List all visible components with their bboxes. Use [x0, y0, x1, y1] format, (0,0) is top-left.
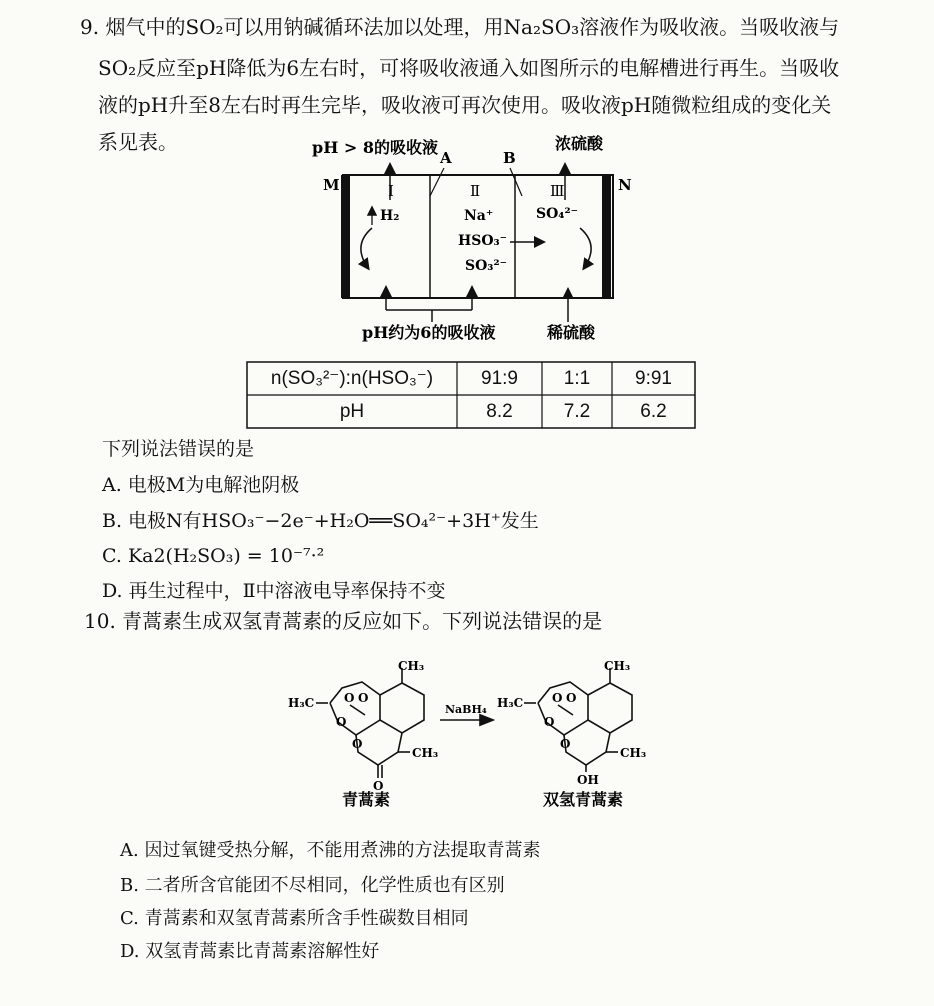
table-row-label-ph: pH: [339, 400, 365, 422]
label-top-right: 浓硫酸: [555, 134, 604, 153]
left-o1: O: [344, 691, 355, 705]
q9-stem-line1: 9. 烟气中的SO₂可以用钠碱循环法加以处理，用Na₂SO₃溶液作为吸收液。当吸收液与: [80, 15, 840, 39]
label-bottom-right: 稀硫酸: [547, 323, 596, 342]
right-ch3-top: CH₃: [604, 659, 631, 673]
right-o3: O: [544, 715, 555, 729]
left-ch3-bottom: CH₃: [412, 746, 439, 760]
right-o4: O: [560, 737, 571, 751]
label-bottom-left: pH约为6的吸收液: [362, 323, 496, 342]
right-h3c: H₃C: [497, 696, 524, 710]
q9-stem-line4: 系见表。: [98, 130, 178, 154]
q9-prompt: 下列说法错误的是: [102, 438, 255, 460]
q9-option-c: C. Ka2(H₂SO₃) = 10⁻⁷·²: [102, 545, 325, 567]
left-name: 青蒿素: [342, 790, 391, 809]
q10-option-b: B. 二者所含官能团不尽相同，化学性质也有区别: [120, 875, 505, 896]
left-o4: O: [352, 737, 363, 751]
left-ch3-top: CH₃: [398, 659, 425, 673]
table-ph-2: 7.2: [563, 400, 591, 422]
na-ion-label: Na⁺: [464, 208, 494, 224]
q10-option-c: C. 青蒿素和双氢青蒿素所含手性碳数目相同: [120, 908, 469, 929]
room-1-label: Ⅰ: [388, 182, 394, 200]
dihydroartemisinin-structure: [524, 668, 632, 772]
left-h3c: H₃C: [288, 696, 315, 710]
table-ratio-2: 1:1: [563, 367, 591, 389]
table-header-ratio: n(SO₃²⁻):n(HSO₃⁻): [270, 368, 434, 389]
q9-option-d: D. 再生过程中，Ⅱ中溶液电导率保持不变: [102, 580, 446, 602]
h2-label: H₂: [380, 208, 400, 224]
q9-stem-line2: SO₂反应至pH降低为6左右时，可将吸收液通入如图所示的电解槽进行再生。当吸收: [98, 56, 840, 80]
label-a: A: [440, 149, 452, 167]
q10-option-d: D. 双氢青蒿素比青蒿素溶解性好: [120, 941, 380, 962]
table-ratio-1: 91:9: [481, 367, 518, 389]
room-2-label: Ⅱ: [470, 182, 481, 200]
q9-stem-line3: 液的pH升至8左右时再生完毕，吸收液可再次使用。吸收液pH随微粒组成的变化关: [98, 93, 832, 117]
left-o3: O: [336, 715, 347, 729]
label-n: N: [618, 176, 632, 194]
left-o2: O: [358, 691, 369, 705]
right-o2: O: [566, 691, 577, 705]
q9-option-b: B. 电极N有HSO₃⁻−2e⁻+H₂O══SO₄²⁻+3H⁺发生: [102, 510, 539, 532]
table-ph-3: 6.2: [640, 400, 667, 422]
label-top-left: pH > 8的吸收液: [312, 138, 438, 157]
table-ratio-3: 9:91: [635, 367, 672, 389]
right-o1: O: [552, 691, 563, 705]
right-oh: OH: [577, 773, 599, 787]
q10-option-a: A. 因过氧键受热分解，不能用煮沸的方法提取青蒿素: [120, 840, 541, 861]
q9-option-a: A. 电极M为电解池阴极: [102, 474, 300, 496]
q10-stem: 10. 青蒿素生成双氢青蒿素的反应如下。下列说法错误的是: [84, 609, 603, 633]
right-name: 双氢青蒿素: [543, 790, 624, 809]
label-b: B: [503, 149, 516, 167]
right-ch3-bottom: CH₃: [620, 746, 647, 760]
label-m: M: [323, 176, 340, 194]
hso3-ion-label: HSO₃⁻: [458, 233, 508, 249]
room-3-label: Ⅲ: [550, 182, 565, 200]
table-ph-1: 8.2: [486, 400, 513, 422]
reagent-label: NaBH₄: [445, 703, 487, 716]
artemisinin-structure: [316, 668, 424, 778]
so3-ion-label: SO₃²⁻: [465, 258, 507, 274]
so4-ion-label: SO₄²⁻: [536, 206, 578, 222]
left-carbonyl-o: O: [373, 779, 384, 793]
